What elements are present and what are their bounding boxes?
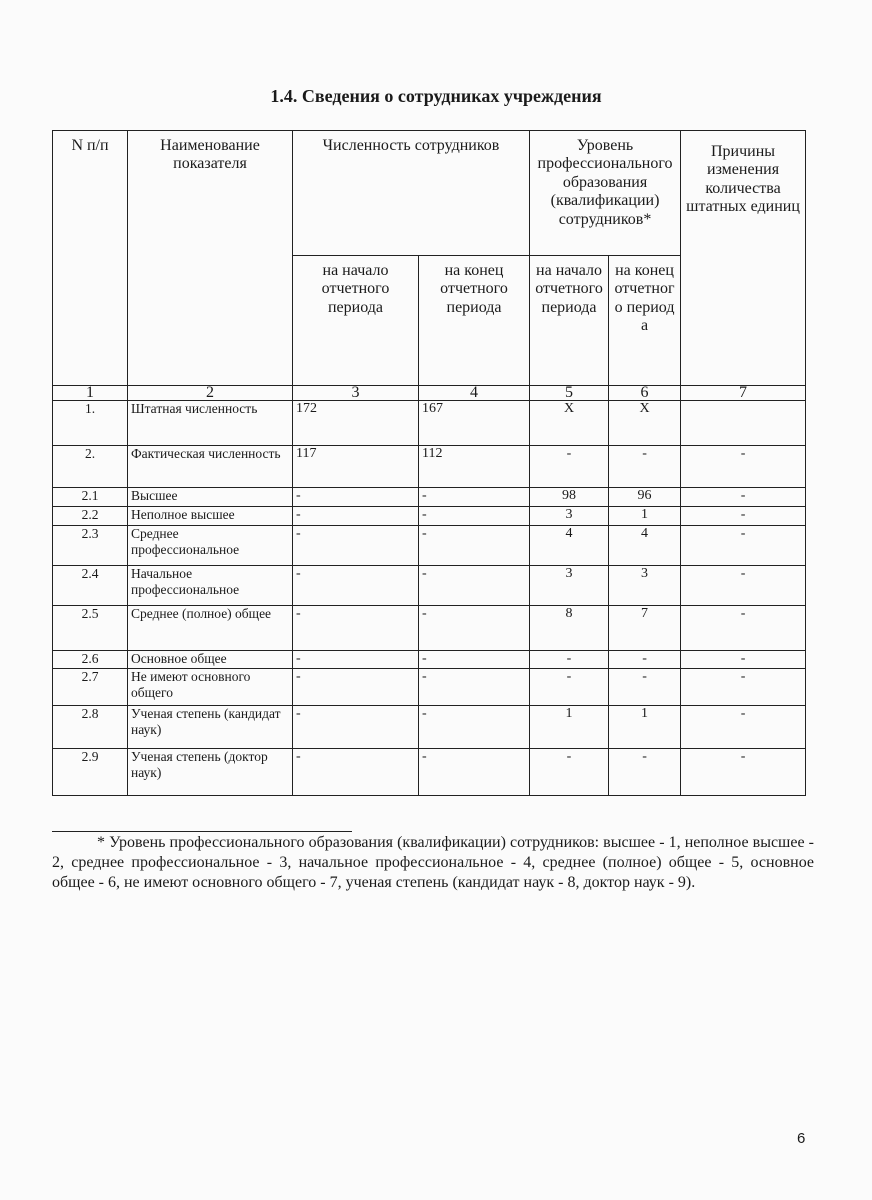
level-start: -	[530, 749, 609, 796]
change-reason: -	[681, 566, 806, 606]
row-indicator: Начальное профессиональное	[128, 566, 293, 606]
count-end: -	[419, 706, 530, 749]
header-education-level: Уровень профессионального образования (квалификации) сотрудников*	[530, 131, 681, 256]
row-indicator: Высшее	[128, 488, 293, 507]
header-level-end: на конец отчетного периода	[609, 256, 681, 386]
table-row	[53, 749, 806, 796]
count-start: -	[293, 669, 419, 706]
level-end: 7	[609, 606, 681, 651]
count-end: -	[419, 651, 530, 669]
row-number: 2.4	[53, 566, 128, 606]
table-row	[53, 401, 806, 446]
row-indicator: Ученая степень (доктор наук)	[128, 749, 293, 796]
level-start: 98	[530, 488, 609, 507]
change-reason: -	[681, 606, 806, 651]
change-reason: -	[681, 507, 806, 526]
count-start: 172	[293, 401, 419, 446]
level-start: -	[530, 651, 609, 669]
column-numbers-row	[53, 386, 806, 401]
header-indicator: Наименование показателя	[128, 131, 293, 386]
header-level-start: на начало отчетного периода	[530, 256, 609, 386]
count-start: 117	[293, 446, 419, 488]
row-number: 2.8	[53, 706, 128, 749]
header-count-end: на конец отчетного периода	[419, 256, 530, 386]
row-number: 2.6	[53, 651, 128, 669]
change-reason: -	[681, 446, 806, 488]
row-number: 2.1	[53, 488, 128, 507]
count-end: 112	[419, 446, 530, 488]
level-end: -	[609, 749, 681, 796]
column-number: 1	[53, 386, 128, 401]
count-start: -	[293, 651, 419, 669]
row-number: 2.	[53, 446, 128, 488]
change-reason: -	[681, 669, 806, 706]
count-end: -	[419, 526, 530, 566]
table-row	[53, 507, 806, 526]
table-row	[53, 651, 806, 669]
level-end: 96	[609, 488, 681, 507]
count-end: -	[419, 566, 530, 606]
column-number: 5	[530, 386, 609, 401]
level-start: 4	[530, 526, 609, 566]
level-start: 3	[530, 566, 609, 606]
level-start: 3	[530, 507, 609, 526]
section-title: 1.4. Сведения о сотрудниках учреждения	[270, 86, 602, 106]
count-start: -	[293, 526, 419, 566]
column-number: 7	[681, 386, 806, 401]
row-indicator: Основное общее	[128, 651, 293, 669]
change-reason: -	[681, 749, 806, 796]
count-start: -	[293, 606, 419, 651]
level-end: -	[609, 669, 681, 706]
header-staff-count: Численность сотрудников	[293, 131, 530, 256]
level-end: -	[609, 446, 681, 488]
count-start: -	[293, 488, 419, 507]
level-end: -	[609, 651, 681, 669]
change-reason: -	[681, 526, 806, 566]
row-indicator: Не имеют основного общего	[128, 669, 293, 706]
row-indicator: Ученая степень (кандидат наук)	[128, 706, 293, 749]
count-end: 167	[419, 401, 530, 446]
table-row	[53, 446, 806, 488]
header-number: N п/п	[53, 131, 128, 386]
level-start: 1	[530, 706, 609, 749]
table-row	[53, 669, 806, 706]
count-start: -	[293, 749, 419, 796]
footnote-divider	[52, 831, 352, 832]
count-start: -	[293, 507, 419, 526]
table-row	[53, 706, 806, 749]
level-start: -	[530, 446, 609, 488]
change-reason: -	[681, 488, 806, 507]
row-indicator: Среднее профессиональное	[128, 526, 293, 566]
level-end: 3	[609, 566, 681, 606]
count-end: -	[419, 507, 530, 526]
row-number: 2.9	[53, 749, 128, 796]
count-end: -	[419, 488, 530, 507]
row-indicator: Штатная численность	[128, 401, 293, 446]
row-indicator: Фактическая численность	[128, 446, 293, 488]
change-reason: -	[681, 706, 806, 749]
level-start: -	[530, 669, 609, 706]
column-number: 4	[419, 386, 530, 401]
row-number: 2.7	[53, 669, 128, 706]
column-number: 6	[609, 386, 681, 401]
table-row	[53, 488, 806, 507]
level-start: 8	[530, 606, 609, 651]
column-number: 3	[293, 386, 419, 401]
level-end: 1	[609, 507, 681, 526]
row-indicator: Неполное высшее	[128, 507, 293, 526]
column-number: 2	[128, 386, 293, 401]
page-number: 6	[797, 1130, 806, 1147]
count-end: -	[419, 606, 530, 651]
table-row	[53, 526, 806, 566]
level-start: X	[530, 401, 609, 446]
header-count-start: на начало отчетного периода	[293, 256, 419, 386]
level-end: 4	[609, 526, 681, 566]
count-end: -	[419, 749, 530, 796]
header-reasons: Причины изменения количества штатных единиц	[681, 131, 806, 386]
row-number: 2.5	[53, 606, 128, 651]
change-reason: -	[681, 651, 806, 669]
row-number: 1.	[53, 401, 128, 446]
table-row	[53, 566, 806, 606]
row-number: 2.2	[53, 507, 128, 526]
footnote: * Уровень профессионального образования (квалификации) сотрудников: высшее - 1, неполное высшее - 2, среднее профессиональное - 3, начальное профессиональное - 4, среднее (полное) общее - 5, основное общее - 6, не имеют основного общего - 7, ученая степень (кандидат наук - 8, доктор наук - 9).	[52, 834, 814, 891]
level-end: 1	[609, 706, 681, 749]
count-start: -	[293, 566, 419, 606]
row-number: 2.3	[53, 526, 128, 566]
level-end: X	[609, 401, 681, 446]
change-reason	[681, 401, 806, 446]
table-row	[53, 606, 806, 651]
staff-table	[52, 130, 806, 796]
count-start: -	[293, 706, 419, 749]
row-indicator: Среднее (полное) общее	[128, 606, 293, 651]
count-end: -	[419, 669, 530, 706]
